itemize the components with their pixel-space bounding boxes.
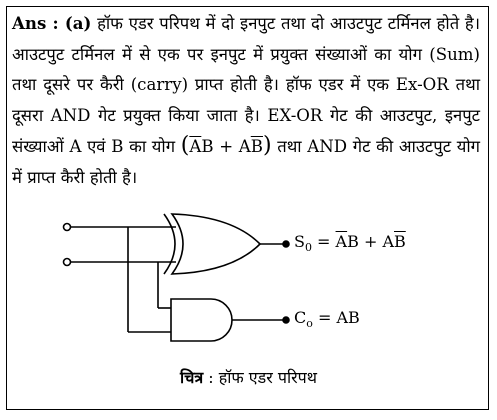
- half-adder-diagram: [0, 206, 497, 366]
- sum-expression: $(\overline{A}B + A\overline{B})$: [180, 133, 272, 159]
- expr-a-bar: $\overline{A}$: [189, 137, 202, 157]
- input-terminal-b: [64, 259, 71, 266]
- answer-text-2: तथा AND गेट की आउटपुट योग में प्राप्त कैरी होती है।: [12, 137, 480, 187]
- answer-lead: Ans : (a): [12, 13, 92, 33]
- sum-output-label: $S_0 = \overline{A}B + A\overline{B}$: [294, 232, 406, 255]
- carry-terminal: [283, 317, 289, 323]
- expr-b-plus-a: B + A: [201, 137, 251, 157]
- caption-prefix: चित्र: [180, 368, 204, 387]
- xor-gate-body: [172, 214, 260, 274]
- xor-gate-extra-arc: [164, 214, 175, 274]
- sum-subscript: 0: [304, 241, 312, 255]
- answer-paragraph: [12, 8, 480, 194]
- sum-terminal: [283, 241, 289, 247]
- carry-subscript: o: [306, 317, 313, 331]
- and-gate-body: [171, 299, 232, 341]
- answer-text-1: हॉफ एडर परिपथ में दो इनपुट तथा दो आउटपुट टर्मिनल होते है। आउटपुट टर्मिनल में से एक पर इनपुट में प्रयुक्त संख्याओं का योग (Sum) तथा दूसरे पर कैरी (carry) प्राप्त होती है। हॉफ एडर में एक Ex-OR तथा दूसरा AND गेट प्रयुक्त किया जाता है। EX-OR गेट की आउटपुट, इनपुट संख्याओं A एवं B का योग: [12, 14, 480, 157]
- carry-output-label: $C_o$ = AB: [294, 308, 360, 331]
- expr-b-bar: $\overline{B}$: [250, 137, 263, 157]
- caption-text: : हॉफ एडर परिपथ: [203, 368, 317, 387]
- input-terminal-a: [64, 224, 71, 231]
- figure-caption: [0, 366, 497, 388]
